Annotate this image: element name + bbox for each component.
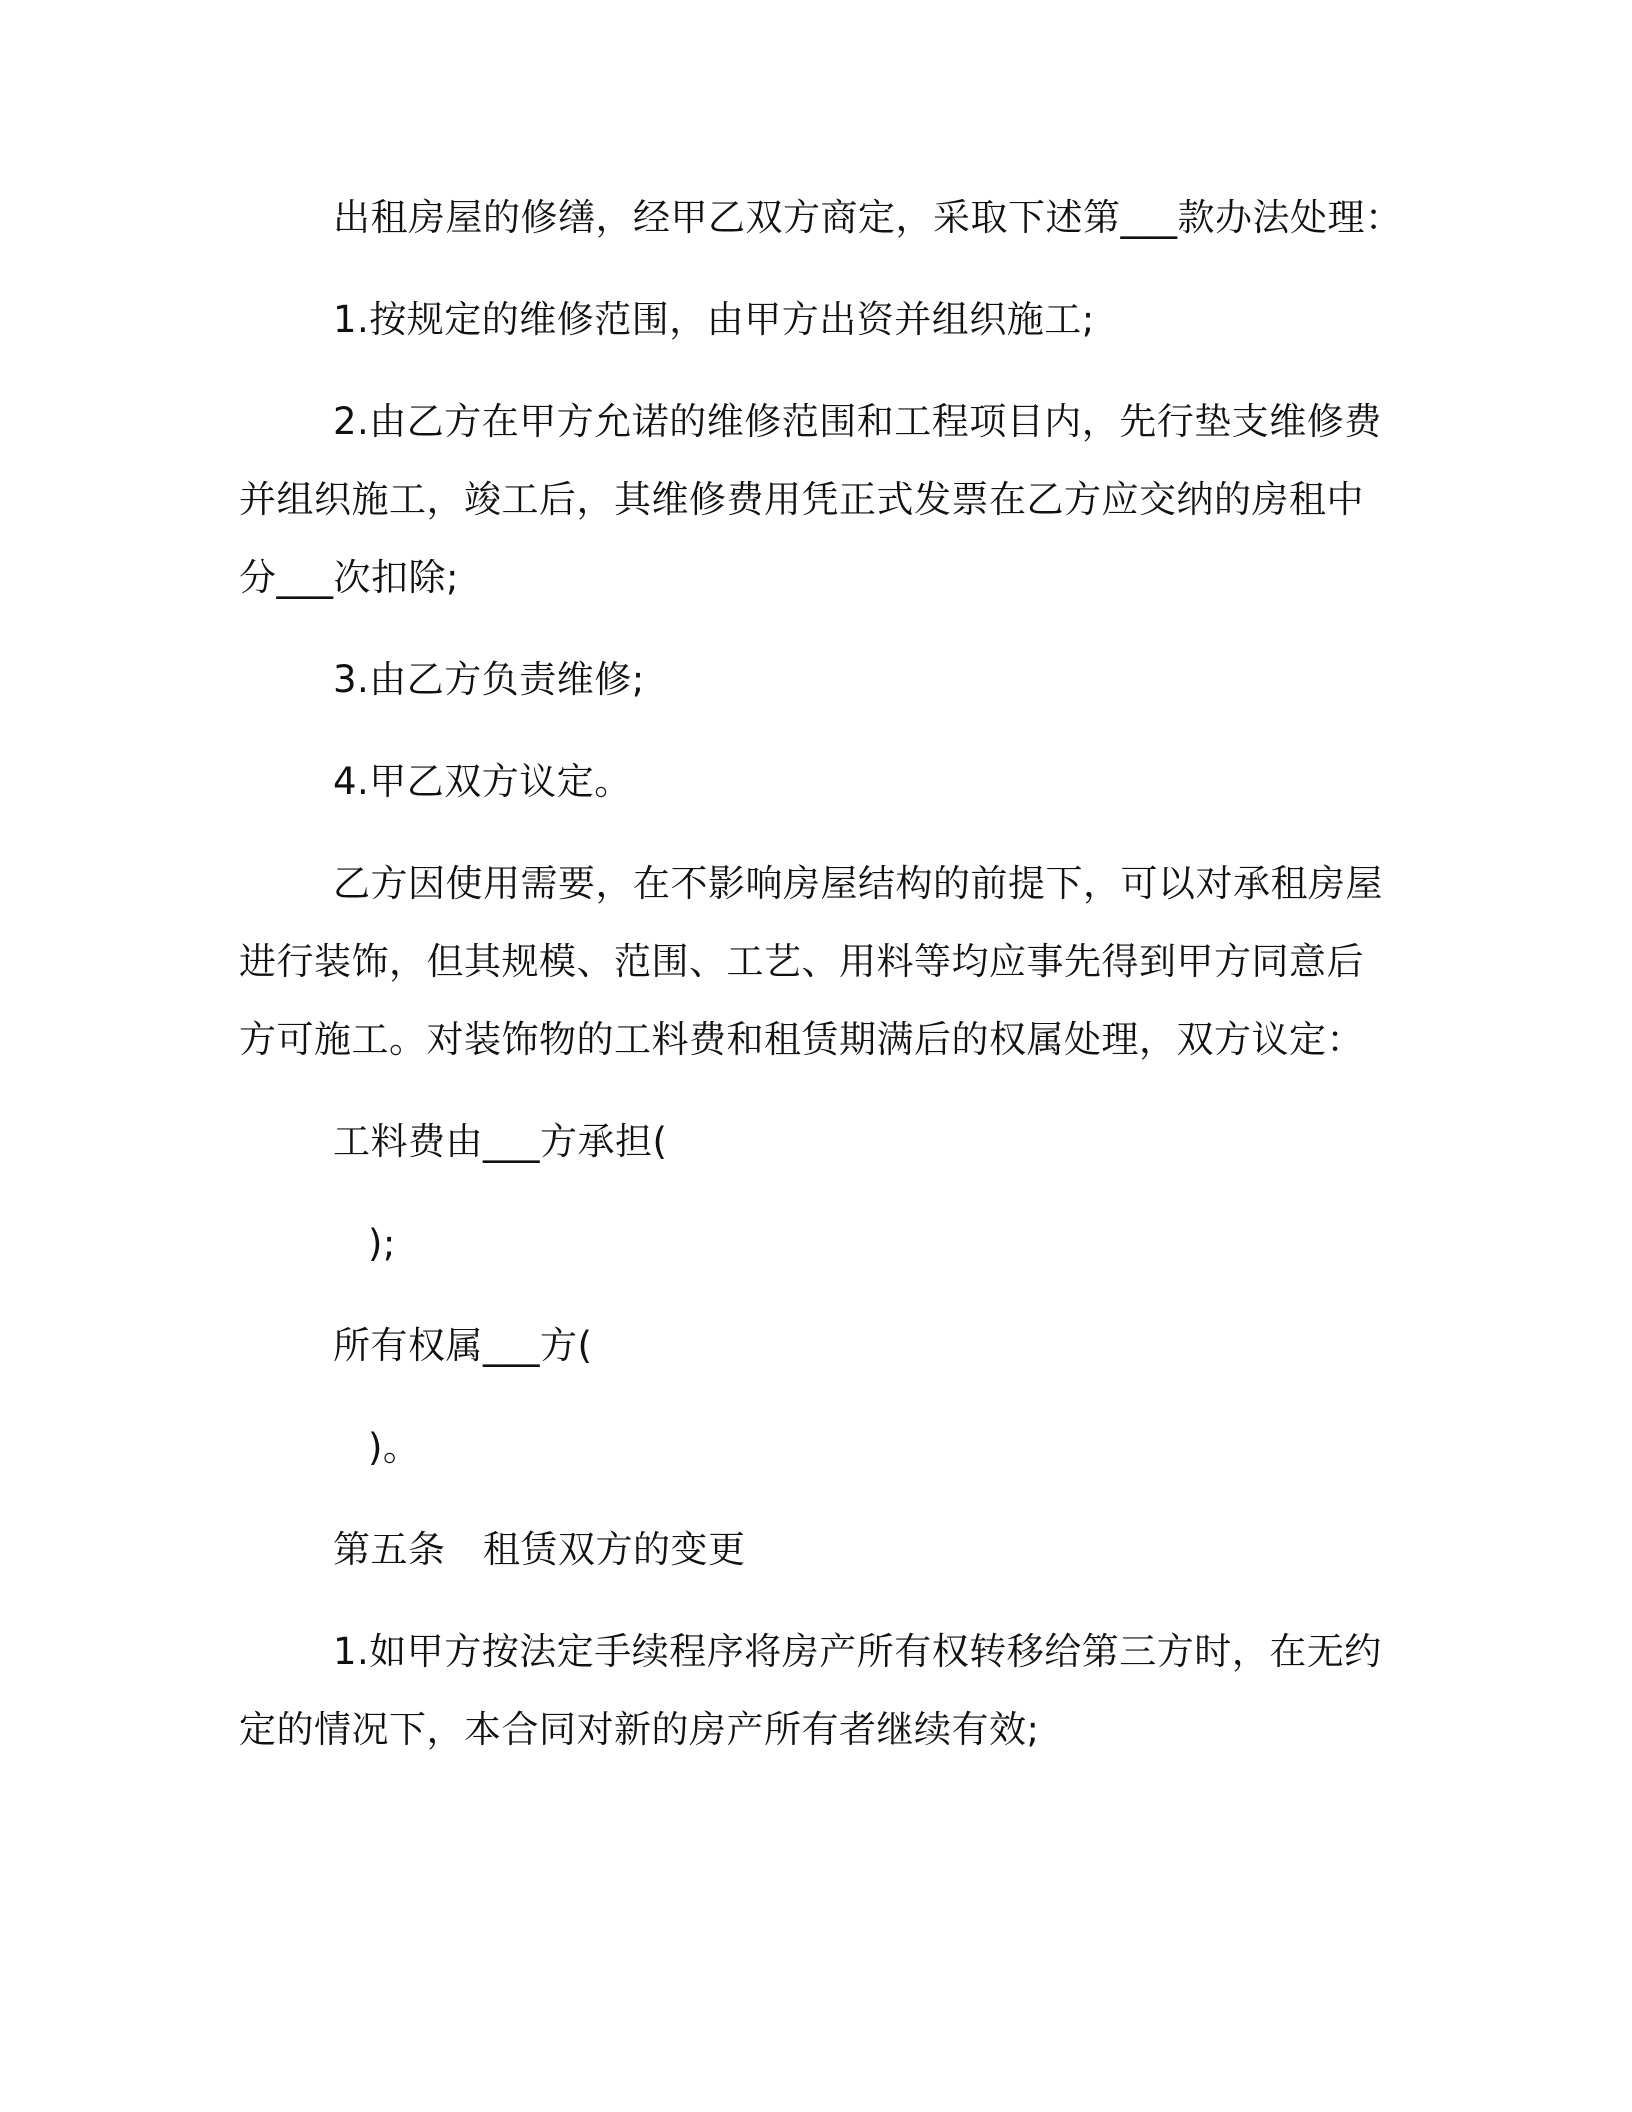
- decoration-paragraph-line-2: 进行装饰，但其规模、范围、工艺、用料等均应事先得到甲方同意后: [239, 940, 1364, 983]
- article-five-heading: 第五条 租赁双方的变更: [333, 1528, 746, 1571]
- ownership-close: )。: [368, 1426, 421, 1469]
- repair-clause-intro: 出租房屋的修缮，经甲乙双方商定，采取下述第___款办法处理：: [333, 196, 1403, 239]
- repair-option-2-line-1: 2.由乙方在甲方允诺的维修范围和工程项目内，先行垫支维修费: [333, 400, 1382, 443]
- material-cost-line: 工料费由___方承担(: [333, 1120, 668, 1163]
- decoration-paragraph-line-3: 方可施工。对装饰物的工料费和租赁期满后的权属处理，双方议定：: [239, 1018, 1364, 1061]
- material-cost-close: );: [368, 1222, 396, 1265]
- ownership-line: 所有权属___方(: [333, 1324, 593, 1367]
- repair-option-2-line-3: 分___次扣除;: [239, 556, 459, 599]
- repair-option-3: 3.由乙方负责维修;: [333, 658, 645, 701]
- decoration-paragraph-line-1: 乙方因使用需要，在不影响房屋结构的前提下，可以对承租房屋: [333, 862, 1383, 905]
- change-clause-1-line-1: 1.如甲方按法定手续程序将房产所有权转移给第三方时，在无约: [333, 1630, 1382, 1673]
- change-clause-1-line-2: 定的情况下，本合同对新的房产所有者继续有效;: [239, 1708, 1040, 1751]
- repair-option-1: 1.按规定的维修范围，由甲方出资并组织施工;: [333, 298, 1095, 341]
- repair-option-4: 4.甲乙双方议定。: [333, 760, 632, 803]
- repair-option-2-line-2: 并组织施工，竣工后，其维修费用凭正式发票在乙方应交纳的房租中: [239, 478, 1364, 521]
